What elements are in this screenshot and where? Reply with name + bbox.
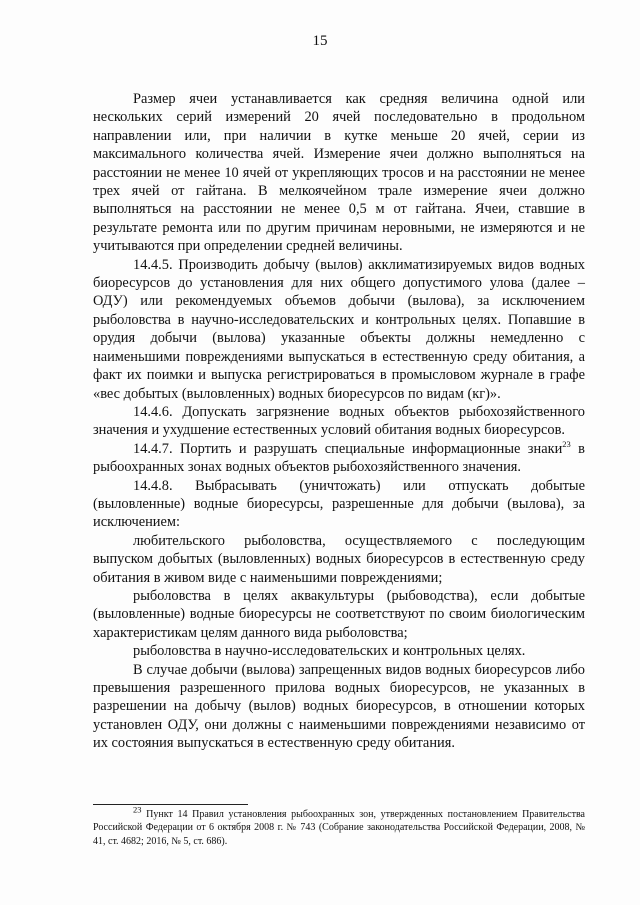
page-number: 15: [312, 33, 328, 49]
list-item-amateur-fishing: любительского рыболовства, осуществляемого с последующим выпуском добытых (выловленных) водных биоресурсов в естественную среду обитания в живом виде с наименьшими повреждениями;: [93, 532, 585, 586]
list-item-aquaculture: рыболовства в целях аквакультуры (рыбоводства), если добытые (выловленные) водные биоресурсы не соответствуют по своим биологическим характеристикам целям данного вида рыболовства;: [93, 587, 585, 641]
footnote-text: Пункт 14 Правил установления рыбоохранных зон, утвержденных постановлением Правительства Российской Федерации от 6 октября 2008 г. № 743 (Собрание законодательства Российской Федерации, 2008, № 41, ст. 4682; 2016, № 5, ст. 686).: [93, 809, 585, 847]
list-item-research-fishing: рыболовства в научно-исследовательских и контрольных целях.: [133, 643, 526, 660]
paragraph-14-4-7-text-cont: в рыбоохранных зонах водных объектов рыбохозяйственного значения.: [93, 440, 585, 476]
paragraph-14-4-5: 14.4.5. Производить добычу (вылов) акклиматизируемых видов водных биоресурсов до установления для них общего допустимого улова (далее – ОДУ) или рекомендуемых объемов добычи (вылова), за исключением рыболовства в научно-исследовательских и контрольных целях. Попавшие в орудия добычи (вылова) указанные объекты должны немедленно с наименьшими повреждениями выпускаться в естественную среду обитания, а факт их поимки и выпуска регистрироваться в промысловом журнале в графе «вес добытых (выловленных) водных биоресурсов по видам (кг)».: [93, 256, 585, 402]
paragraph-14-4-8: 14.4.8. Выбрасывать (уничтожать) или отпускать добытые (выловленные) водные биоресурсы, разрешенные для добычи (вылова), за исключением:: [93, 477, 585, 531]
footnote-marker: 23: [133, 804, 142, 815]
footnote-divider: [93, 804, 248, 805]
body-text: [93, 90, 585, 753]
footnote-reference: 23: [562, 438, 571, 449]
paragraph-14-4-7: [93, 440, 585, 477]
paragraph-prohibited-species: В случае добычи (вылова) запрещенных видов водных биоресурсов либо превышения разрешенного прилова водных биоресурсов, не указанных в разрешении на добычу (вылов) водных биоресурсов, в отношении которых установлен ОДУ, они должны с наименьшими повреждениями независимо от их состояния выпускаться в естественную среду обитания.: [93, 661, 585, 752]
paragraph-mesh-size: Размер ячеи устанавливается как средняя величина одной или нескольких серий измерений 20 ячей последовательно в продольном направлении или, при наличии в кутке меньше 20 ячей, серии из максимального количества ячей. Измерение ячеи должно выполняться на расстоянии не менее 10 ячей от укрепляющих тросов и на расстоянии не менее трех ячей от гайтана. В мелкоячейном трале измерение ячеи должно выполняться на расстоянии не менее 0,5 м от гайтана. Ячеи, ставшие в результате ремонта или по другим причинам неровными, не измеряются и не учитываются при определении средней величины.: [93, 91, 585, 255]
paragraph-14-4-6: 14.4.6. Допускать загрязнение водных объектов рыбохозяйственного значения и ухудшение естественных условий обитания водных биоресурсов.: [93, 403, 585, 439]
paragraph-14-4-7-text: 14.4.7. Портить и разрушать специальные информационные знаки: [133, 440, 563, 457]
footnote: [93, 804, 585, 848]
